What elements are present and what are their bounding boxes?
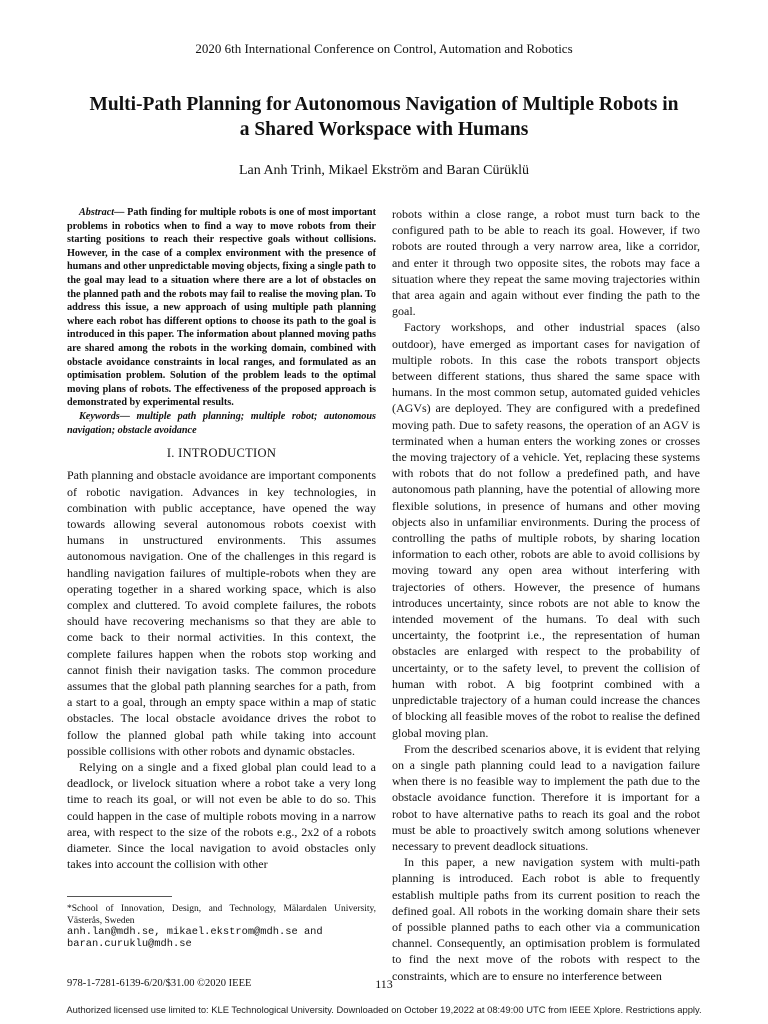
page-number: 113 [375,977,393,991]
paper-title [40,92,728,142]
footnote-rule [67,896,172,897]
left-paragraph-1: Path planning and obstacle avoidance are important components of robotic navigation. Advances in key technologies, in combination with public acceptance, have opened the way towards allowing several autonomous robots coexist with humans in unstructured environments. This assumes autonomous navigation. One of the challenges in this regard is handling navigation failures of multiple-robots when they are operating together in a shared working space, which is also complex and cluttered. To avoid complete failures, the robots should have recovering mechanisms so that they are able to come back to their normal activities. In this context, the complete failures happen when the robots stop working and cannot finish their navigation tasks. The common procedure assumes that the global path planning searches for a path, from a start to a goal, through an empty space within a map of static obstacles. The local obstacle avoidance drives the robot to follow the planned global path while taking into account possible collisions with other robots and dynamic obstacles. [67,468,376,758]
right-paragraph-4: In this paper, a new navigation system with multi-path planning is introduced. Each robot is able to frequently establish multiple paths from its current position to reach the defined goal. All robots in the working domain share their sets of possible planned paths to each other via a communication channel. Consequently, an optimisation problem is formulated to find the next move of the robots with respect to the constraints, which are to ensure no interference between [392,855,700,983]
keywords-label: Keywords [79,410,120,422]
right-paragraph-1: robots within a close range, a robot must turn back to the configured path to be able to reach its goal. However, if two robots are routed through a very narrow area, like a corridor, and enter it through two opposite sites, the robots may face a situation where they repeat the same moving trajectories within that area again and again without ever finding the path to the goal. [392,207,700,319]
right-paragraph-3: From the described scenarios above, it is evident that relying on a single path planning could lead to a navigation failure when there is no feasible way to implement the path due to the obstacle avoidance function. Therefore it is important for a robot to have alternative paths to reach its goal and the robot must be able to proactively switch among solutions whenever necessary to prevent deadlock situations. [392,741,700,853]
keywords-separator: — [119,410,137,422]
right-paragraph-2: Factory workshops, and other industrial spaces (also outdoor), have emerged as important cases for navigation of multiple robots. In this case the robots transport objects between different stations, thus shared the same space with humans. In the most common setup, automated guided vehicles (AGVs) are deployed. They are configured with a predefined moving path. Due to safety reasons, the operation of an AGV is terminated when a human enters the working zones or crosses the moving trajectory of a vehicle. Yet, replacing these systems with robots that do not follow a predefined path, and have autonomous path planning, have the potential of allowing more flexible solutions, in presence of humans and other moving objects also in unfamiliar environments. During the process of controlling the paths of multiple robots, by sharing location information to each other, robots are able to avoid collisions by moving toward any open area without interfering with trajectories of others. However, the presence of humans introduces uncertainty, since robots are not able to know the intended movement of the humans. To deal with such uncertainty, the footprint i.e., the representation of human obstacles are enlarged with respect to the probability of uncertainty, or to the safety level, to prevent the collision of human with robot. A big footprint combined with a unpredictable trajectory of a human could increase the chances of blocking all feasible moves of the robot to realise the defined global moving plan. [392,320,700,740]
title-line-1: Multi-Path Planning for Autonomous Navigation of Multiple Robots in [89,94,679,115]
conference-header: 2020 6th International Conference on Control, Automation and Robotics [195,41,573,56]
left-column [67,206,376,872]
footnote [67,904,376,950]
keywords-text: multiple path planning; multiple robot; autonomous navigation; obstacle avoidance [67,410,376,436]
license-notice: Authorized licensed use limited to: KLE Technological University. Downloaded on October 19,2022 at 08:49:00 UTC from IEEE Xplore. Restrictions apply. [66,1004,702,1015]
title-line-2: a Shared Workspace with Humans [239,119,529,140]
left-paragraph-2: Relying on a single and a fixed global plan could lead to a deadlock, or livelock situation where a robot take a very long time to reach its goal, or will not even be able to do so. This could happen in the case of multiple robots moving in a narrow area, with respect to the size of the robots e.g., 2x2 of a robots diameter. Since the local navigation to avoid obstacles only takes into account the collision with other [67,759,376,872]
footnote-emails-line-1: anh.lan@mdh.se, mikael.ekstrom@mdh.se and [67,926,323,938]
authors: Lan Anh Trinh, Mikael Ekström and Baran Cürüklü [238,163,530,178]
abstract [67,206,376,410]
footnote-emails-line-2: baran.curuklu@mdh.se [67,937,192,950]
footnote-affiliation: *School of Innovation, Design, and Technology, Mälardalen University, Västerås, Sweden [67,904,376,926]
section-heading-introduction: I. INTRODUCTION [166,446,277,461]
isbn-copyright: 978-1-7281-6139-6/20/$31.00 ©2020 IEEE [67,978,252,989]
right-column [392,206,700,984]
abstract-separator: — [114,207,128,218]
keywords [67,410,376,437]
abstract-text: Path finding for multiple robots is one of most important problems in robotics when to find a way to move robots from their starting positions to reach their respective goals without collisions. However, in the case of a complex environment with the presence of humans and other unpredictable moving objects, fixing a single path to the goal may lead to a situation where there are a lot of obstacles on the planned path and the robots may fail to realise the moving plan. To address this issue, a new approach of using multiple path planning where each robot has different options to choose its path to the goal is introduced in this paper. The information about planned moving paths are shared among the robots in the working domain, combined with obstacle avoidance constraints in local ranges, and formulated as an optimisation problem. Solution of the problem leads to the optimal moving plans of robots. The effectiveness of the proposed approach is demonstrated by experimental results. [67,207,376,409]
abstract-label: Abstract [79,207,115,218]
